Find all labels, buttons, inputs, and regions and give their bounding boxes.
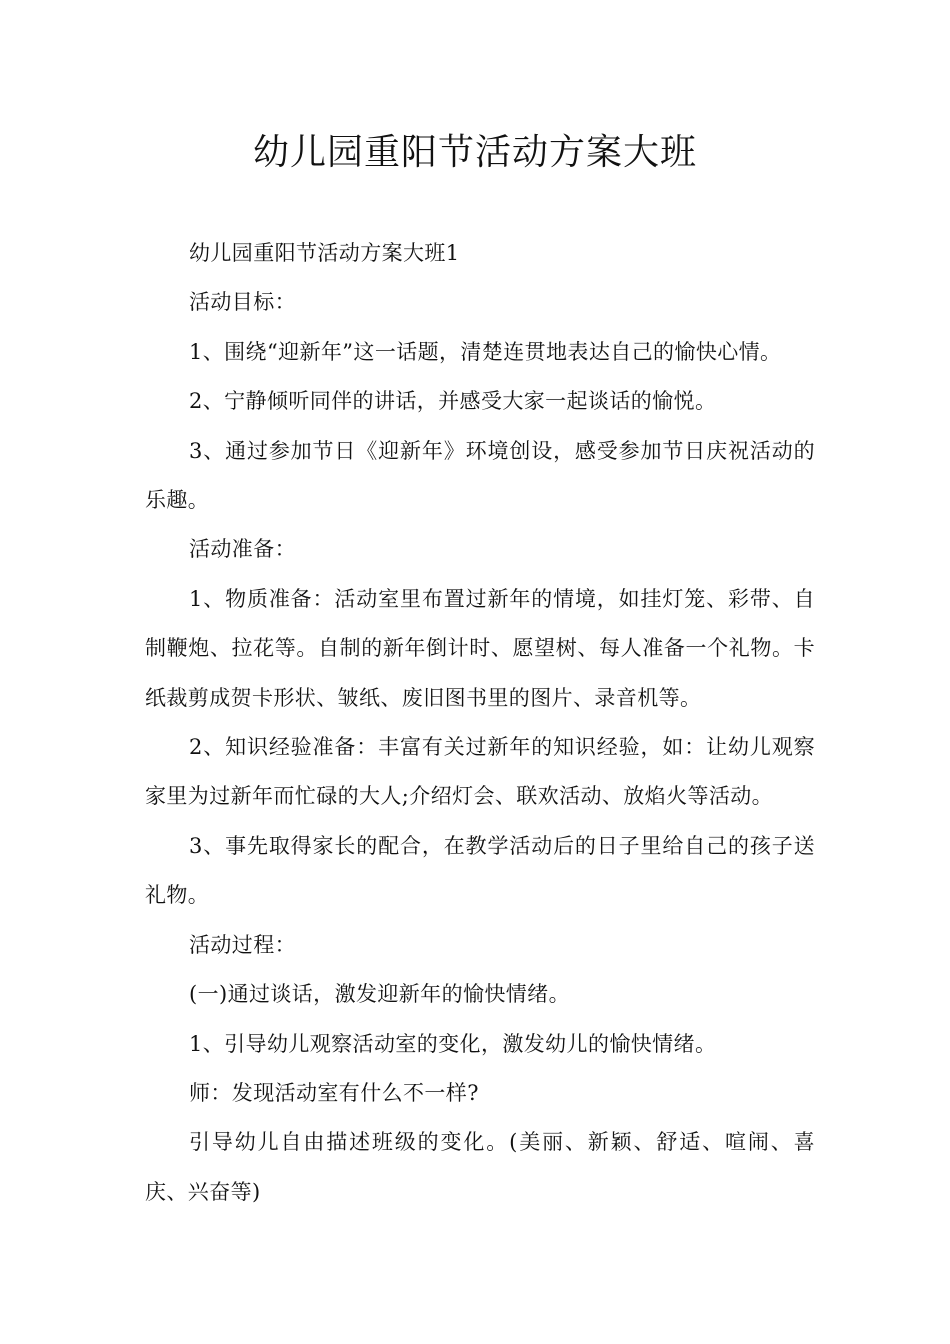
- paragraph-process-part-1: (一)通过谈话，激发迎新年的愉快情绪。: [189, 982, 570, 1007]
- paragraph-preparation-1: 1、物质准备：活动室里布置过新年的情境，如挂灯笼、彩带、自制鞭炮、拉花等。自制的新年倒计时、愿望树、每人准备一个礼物。卡纸裁剪成贺卡形状、皱纸、废旧图书里的图片、录音机等。: [145, 586, 815, 710]
- paragraph-section-preparation: 活动准备：: [189, 537, 296, 562]
- paragraph-guidance: 引导幼儿自由描述班级的变化。(美丽、新颖、舒适、喧闹、喜庆、兴奋等): [145, 1130, 815, 1204]
- paragraph-section-goals: 活动目标：: [189, 290, 296, 315]
- paragraph-goal-3: 3、通过参加节日《迎新年》环境创设，感受参加节日庆祝活动的乐趣。: [145, 438, 815, 513]
- paragraph-goal-1: 1、围绕“迎新年”这一话题，清楚连贯地表达自己的愉快心情。: [189, 339, 782, 364]
- paragraph-heading: 幼儿园重阳节活动方案大班1: [189, 241, 460, 265]
- paragraph-goal-2: 2、宁静倾听同伴的讲话，并感受大家一起谈话的愉悦。: [189, 389, 717, 414]
- document-body: [145, 229, 815, 1217]
- paragraph-teacher-question: 师：发现活动室有什么不一样?: [189, 1080, 479, 1105]
- paragraph-preparation-3: 3、事先取得家长的配合，在教学活动后的日子里给自己的孩子送礼物。: [145, 833, 815, 908]
- paragraph-process-step-1: 1、引导幼儿观察活动室的变化，激发幼儿的愉快情绪。: [189, 1031, 717, 1056]
- document-title: 幼儿园重阳节活动方案大班: [252, 132, 697, 173]
- paragraph-preparation-2: 2、知识经验准备：丰富有关过新年的知识经验，如：让幼儿观察家里为过新年而忙碌的大人;介绍灯会、联欢活动、放焰火等活动。: [145, 735, 815, 809]
- paragraph-section-process: 活动过程：: [189, 932, 296, 957]
